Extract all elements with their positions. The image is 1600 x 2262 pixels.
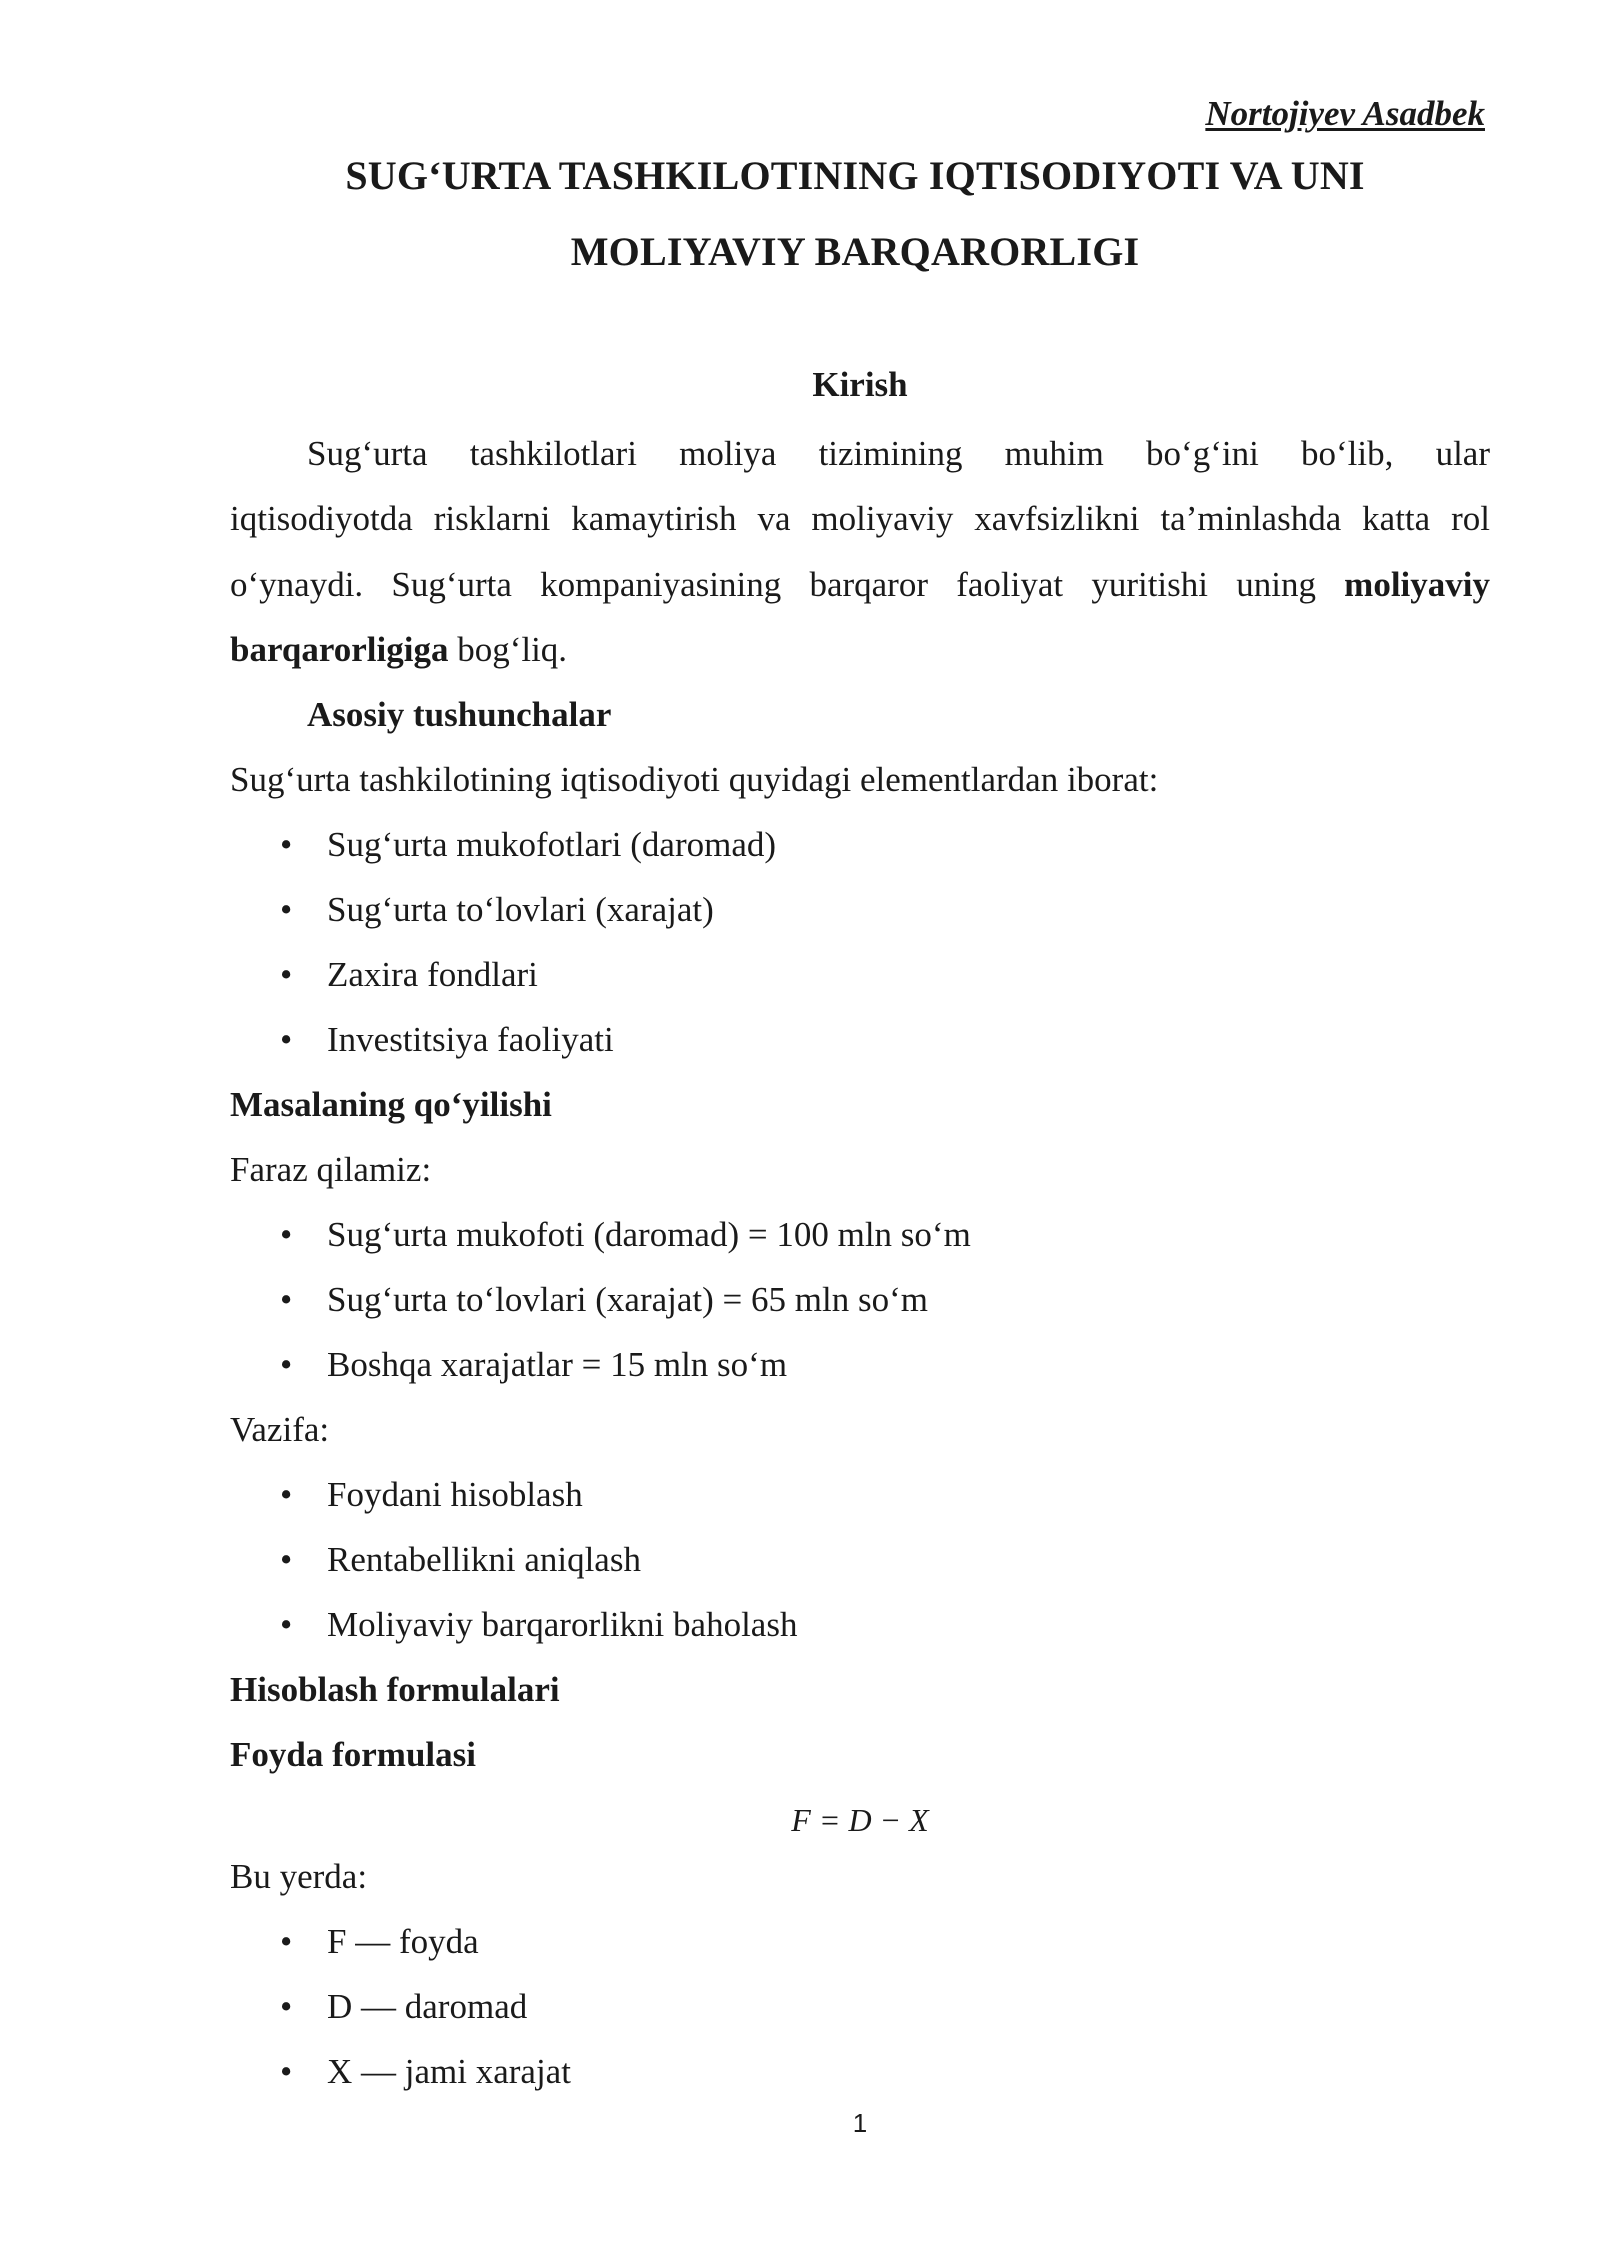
intro-text-end: bog‘liq. bbox=[448, 630, 568, 669]
subheading-profit-formula: Foyda formulasi bbox=[230, 1735, 476, 1774]
list-item: Zaxira fondlari bbox=[327, 955, 538, 994]
page-number: 1 bbox=[852, 2108, 868, 2138]
bullet-icon: • bbox=[280, 1540, 293, 1579]
bullet-icon: • bbox=[280, 1475, 293, 1514]
bullet-icon: • bbox=[280, 1987, 293, 2026]
list-item: Foydani hisoblash bbox=[327, 1475, 583, 1514]
bullet-icon: • bbox=[280, 1020, 293, 1059]
list-item: Moliyaviy barqarorlikni baholash bbox=[327, 1605, 798, 1644]
author-name: Nortojiyev Asadbek bbox=[1205, 94, 1485, 133]
intro-emphasis: moliyaviy bbox=[1344, 565, 1490, 604]
list-item: Sug‘urta mukofotlari (daromad) bbox=[327, 825, 777, 864]
bullet-icon: • bbox=[280, 2052, 293, 2091]
list-item: Boshqa xarajatlar = 15 mln so‘m bbox=[327, 1345, 788, 1384]
section-heading-intro: Kirish bbox=[812, 365, 908, 404]
intro-paragraph-line-1: Sug‘urta tashkilotlari moliya tizimining muhim bo‘g‘ini bo‘lib, ular bbox=[307, 434, 1490, 473]
list-item: Sug‘urta to‘lovlari (xarajat) bbox=[327, 890, 714, 929]
list-item: X — jami xarajat bbox=[327, 2052, 571, 2091]
list-item: D — daromad bbox=[327, 1987, 528, 2026]
list-item: Sug‘urta to‘lovlari (xarajat) = 65 mln so‘m bbox=[327, 1280, 928, 1319]
document-title-line-1: SUG‘URTA TASHKILOTINING IQTISODIYOTI VA UNI bbox=[345, 153, 1365, 198]
bullet-icon: • bbox=[280, 1280, 293, 1319]
concepts-lead: Sug‘urta tashkilotining iqtisodiyoti quyidagi elementlardan iborat: bbox=[230, 760, 1159, 799]
bullet-icon: • bbox=[280, 1922, 293, 1961]
section-heading-formulas: Hisoblash formulalari bbox=[230, 1670, 560, 1709]
problem-lead: Faraz qilamiz: bbox=[230, 1150, 432, 1189]
bullet-icon: • bbox=[280, 825, 293, 864]
bullet-icon: • bbox=[280, 1215, 293, 1254]
section-heading-problem: Masalaning qo‘yilishi bbox=[230, 1085, 552, 1124]
intro-paragraph-line-4 bbox=[230, 630, 567, 670]
profit-formula: F = D − X bbox=[791, 1802, 929, 1838]
intro-emphasis-continued: barqarorligiga bbox=[230, 630, 449, 669]
task-lead: Vazifa: bbox=[230, 1410, 330, 1449]
intro-paragraph-line-3 bbox=[230, 565, 1490, 605]
list-item: F — foyda bbox=[327, 1922, 479, 1961]
bullet-icon: • bbox=[280, 1605, 293, 1644]
list-item: Sug‘urta mukofoti (daromad) = 100 mln so‘m bbox=[327, 1215, 971, 1254]
list-item: Investitsiya faoliyati bbox=[327, 1020, 614, 1059]
intro-paragraph-line-2: iqtisodiyotda risklarni kamaytirish va moliyaviy xavfsizlikni ta’minlashda katta rol bbox=[230, 499, 1490, 538]
document-title-line-2: MOLIYAVIY BARQARORLIGI bbox=[570, 229, 1140, 274]
section-heading-concepts: Asosiy tushunchalar bbox=[307, 695, 612, 734]
formula-where-lead: Bu yerda: bbox=[230, 1857, 368, 1896]
list-item: Rentabellikni aniqlash bbox=[327, 1540, 641, 1579]
bullet-icon: • bbox=[280, 955, 293, 994]
intro-text: o‘ynaydi. Sug‘urta kompaniyasining barqaror faoliyat yuritishi uning bbox=[230, 565, 1345, 604]
bullet-icon: • bbox=[280, 890, 293, 929]
bullet-icon: • bbox=[280, 1345, 293, 1384]
